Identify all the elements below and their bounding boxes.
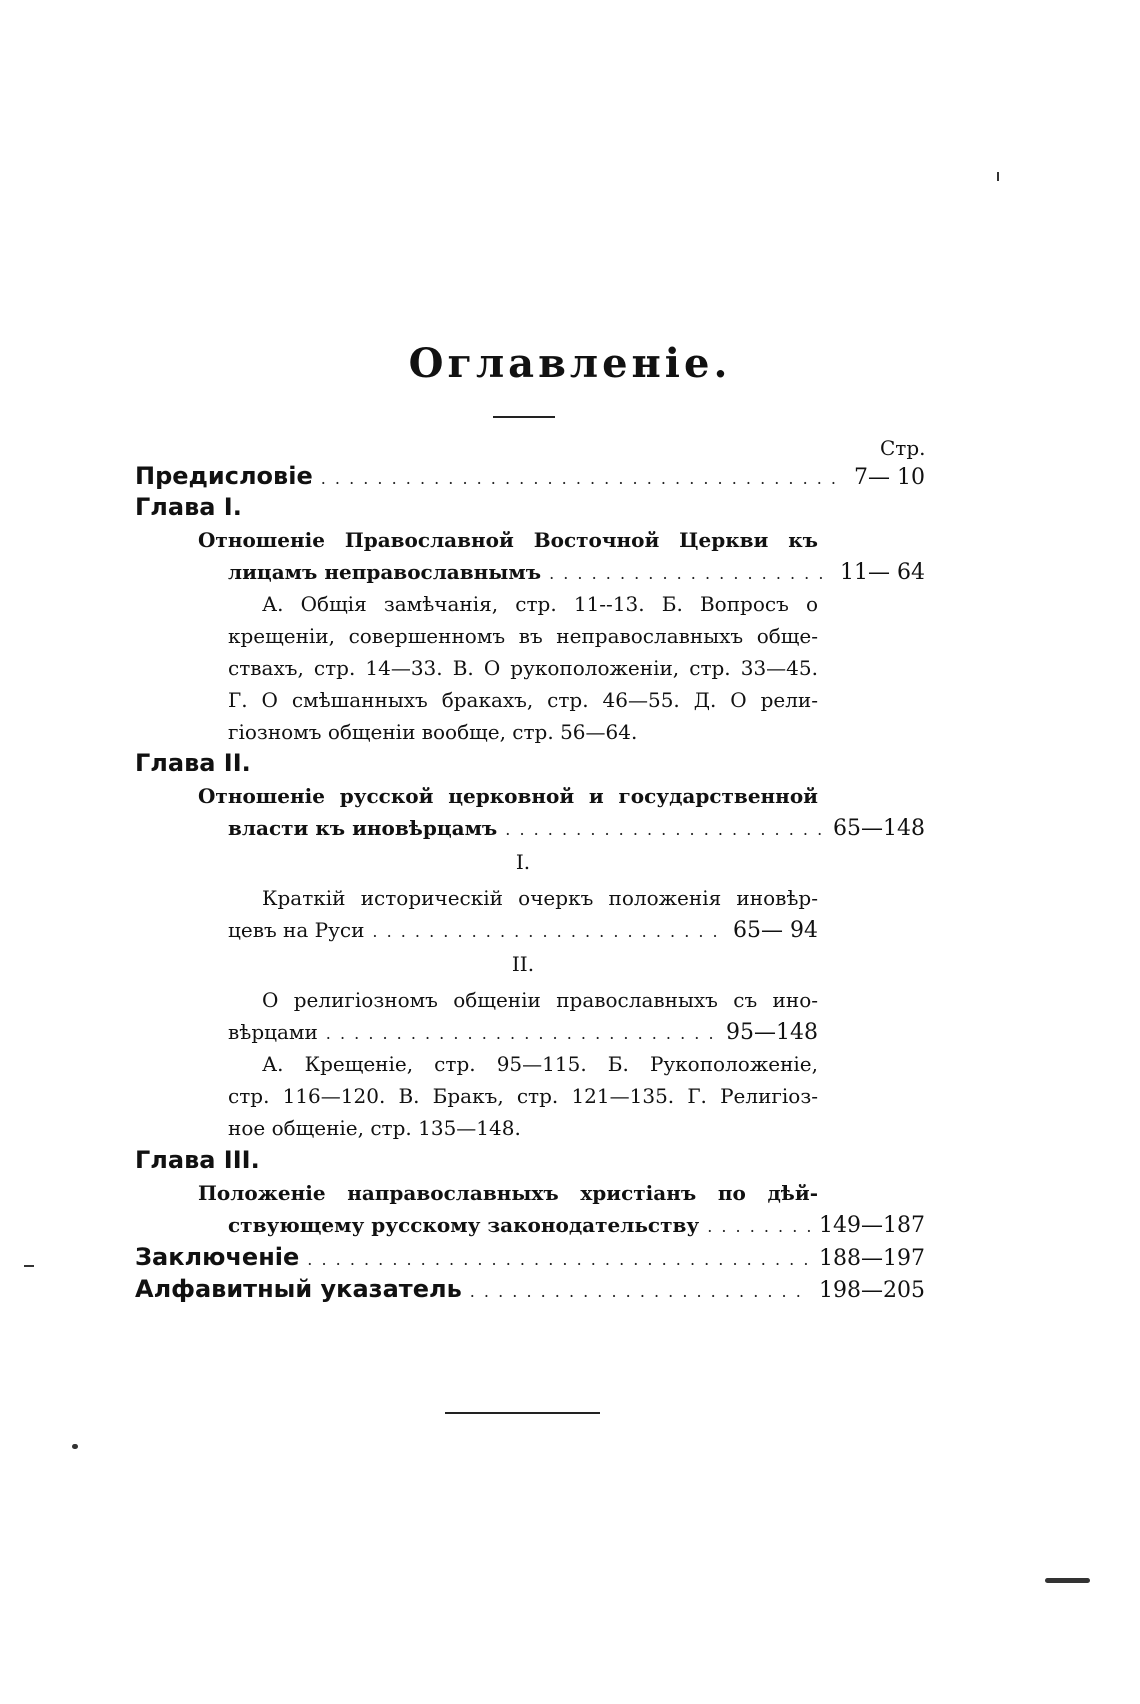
toc-label: Предисловіе: [135, 462, 313, 490]
chapter-title-line: Отношеніе русской церковной и государственной: [198, 784, 818, 808]
leader-dots: [307, 1244, 811, 1276]
part-numeral: II.: [511, 952, 535, 976]
description-line: крещеніи, совершенномъ въ неправославныхъ обще-: [228, 624, 818, 648]
description-line: А. Общія замѣчанія, стр. 11--13. Б. Вопросъ о: [262, 592, 818, 616]
toc-pages: 198—205: [819, 1278, 925, 1303]
scan-mark: [1045, 1578, 1090, 1583]
toc-pages: 7— 10: [854, 465, 925, 490]
toc-label: Алфавитный указатель: [135, 1275, 462, 1303]
scan-mark: [24, 1265, 34, 1267]
part-numeral: I.: [515, 850, 531, 874]
toc-pages: 65—148: [833, 816, 925, 841]
toc-label: ствующему русскому законодательству: [228, 1213, 700, 1237]
leader-dots: [372, 916, 725, 948]
chapter-title-line: Отношеніе Православной Восточной Церкви къ: [198, 528, 818, 552]
leader-dots: [505, 814, 825, 846]
description-line: ное общеніе, стр. 135—148.: [228, 1116, 521, 1140]
leader-dots: [470, 1276, 811, 1308]
leader-dots: [549, 558, 832, 590]
toc-pages: 65— 94: [733, 918, 818, 943]
toc-pages: 11— 64: [840, 560, 925, 585]
leader-dots: [707, 1211, 811, 1243]
chapter-heading: Глава III.: [135, 1146, 260, 1174]
description-line: Г. О смѣшанныхъ бракахъ, стр. 46—55. Д. О рели-: [228, 688, 818, 712]
toc-label: вѣрцами: [228, 1020, 318, 1044]
toc-pages: 188—197: [819, 1246, 925, 1271]
toc-label: цевъ на Руси: [228, 918, 365, 942]
toc-entry-part2[interactable]: [228, 1016, 818, 1048]
toc-entry-index[interactable]: [135, 1273, 925, 1305]
description-line: ствахъ, стр. 14—33. В. О рукоположеніи, стр. 33—45.: [228, 656, 818, 680]
leader-dots: [321, 463, 846, 495]
description-line: стр. 116—120. В. Бракъ, стр. 121—135. Г. Религіоз-: [228, 1084, 818, 1108]
chapter-heading: Глава I.: [135, 493, 242, 521]
end-divider: [445, 1412, 600, 1414]
page-column-header: Стр.: [880, 436, 926, 460]
toc-entry-preface[interactable]: [135, 460, 925, 492]
description-line: гіозномъ общеніи вообще, стр. 56—64.: [228, 720, 638, 744]
toc-entry-conclusion[interactable]: [135, 1241, 925, 1273]
toc-entry-chapter2[interactable]: [228, 812, 925, 844]
toc-label: власти къ иновѣрцамъ: [228, 816, 498, 840]
leader-dots: [326, 1018, 718, 1050]
toc-label: Заключеніе: [135, 1243, 300, 1271]
scan-mark: [72, 1444, 78, 1449]
toc-entry-part1[interactable]: [228, 914, 818, 946]
toc-label: лицамъ неправославнымъ: [228, 560, 542, 584]
toc-entry-chapter3[interactable]: [228, 1209, 925, 1241]
chapter-heading: Глава II.: [135, 749, 251, 777]
toc-entry-chapter1[interactable]: [228, 556, 925, 588]
title-divider: [493, 416, 555, 418]
description-line: А. Крещеніе, стр. 95—115. Б. Рукоположеніе,: [262, 1052, 818, 1076]
toc-pages: 149—187: [819, 1213, 925, 1238]
page-title: Оглавленіе.: [408, 340, 732, 387]
part-title-line: О религіозномъ общеніи православныхъ съ ино-: [262, 988, 818, 1012]
chapter-title-line: Положеніе направославныхъ христіанъ по дѣй-: [198, 1181, 818, 1205]
part-title-line: Краткій историческій очеркъ положенія иновѣр-: [262, 886, 818, 910]
toc-pages: 95—148: [726, 1020, 818, 1045]
scan-mark: [997, 172, 999, 181]
